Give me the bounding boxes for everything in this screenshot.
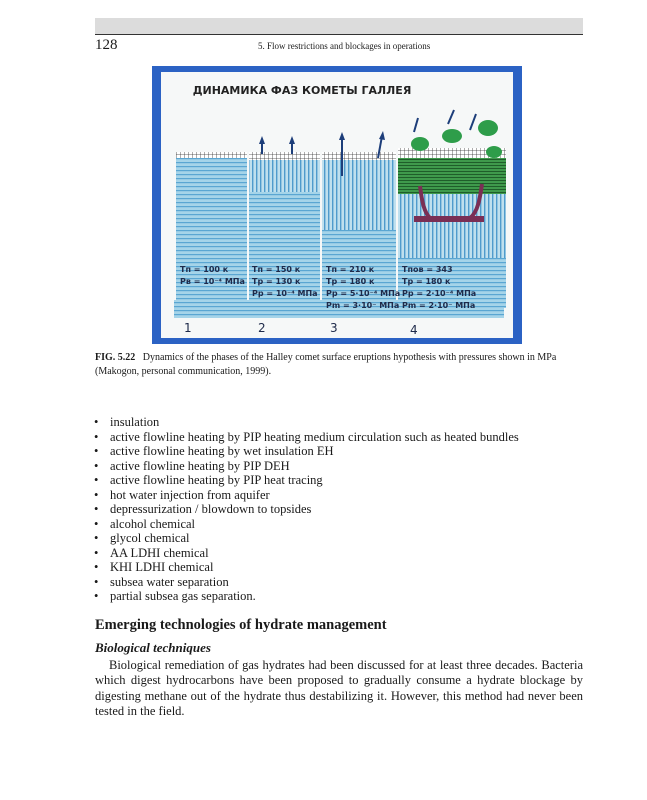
panel-4-label-line: Tпов = 343 [402,265,453,274]
bullet-icon: • [94,444,99,458]
header-rule [95,34,583,35]
panel-2-label-line: Tр = 130 к [252,277,301,286]
panel-4-fragment-icon [478,120,498,136]
list-item: • partial subsea gas separation. [94,589,256,603]
figure-caption-label: FIG. 5.22 [95,352,136,363]
panel-4-label-line: Pm = 2·10⁻ МПа [402,301,476,310]
panel-4-label-line: Tр = 180 к [402,277,451,286]
figure-caption [95,351,585,379]
panel-1-label-line: Tп = 100 к [180,265,229,274]
panel-3-hydrate-cap [322,152,396,160]
list-item: • depressurization / blowdown to topsides [94,502,312,516]
panel-1-hydrate-cap [176,152,247,158]
bullet-icon: • [94,516,99,531]
section-heading: Emerging technologies of hydrate management [95,617,387,633]
panel-2-hydrate-cap [249,152,320,160]
bullet-icon: • [94,415,99,429]
panel-4-label-line: Pр = 2·10⁻⁴ МПа [402,289,477,298]
figure-drawing [152,66,522,344]
bullet-icon: • [94,487,99,502]
panel-3-label-line: Pр = 5·10⁻⁴ МПа [326,289,401,298]
bullet-icon: • [94,589,99,603]
subsection-heading: Biological techniques [95,640,211,655]
list-item: • glycol chemical [94,531,190,545]
panel-2-porous-layer [249,160,320,192]
figure-title: ДИНАМИКА ФАЗ КОМЕТЫ ГАЛЛЕЯ [192,84,412,97]
panel-4-hydrate-base [414,216,484,222]
panel-3-number: 3 [330,321,338,335]
list-item: • subsea water separation [94,574,229,589]
panel-4-fragment-icon [442,129,462,143]
body-paragraph: Biological remediation of gas hydrates had been discussed for at least three decades. Bacteria which digest hydrocarbons have been proposed to gradually consume a hydrate blockage by digesting methane out of the hydrate thus destabilizing it. However, this method had never been tested in the field. [95,658,583,718]
panel-4-number: 4 [410,323,418,337]
panel-3-label-line: Tп = 210 к [326,265,375,274]
bullet-list [90,415,519,604]
panel-3-label-line: Pm = 3·10⁻ МПа [326,301,400,310]
list-item: • KHI LDHI chemical [94,560,214,574]
panel-4-fragment-icon [486,146,502,158]
panel-3-label-line: Tр = 180 к [326,277,375,286]
bullet-icon: • [94,545,99,560]
bullet-icon: • [94,429,99,444]
bullet-icon: • [94,473,99,487]
panel-4-fragment-icon [411,137,429,151]
bullet-icon: • [94,560,99,574]
bullet-icon: • [94,531,99,545]
panel-1-label-line: Pв = 10⁻⁴ МПа [180,277,245,286]
panel-2-label-line: Tп = 150 к [252,265,301,274]
list-item: • active flowline heating by PIP heat tracing [94,473,323,487]
figure-halley-comet [152,66,522,344]
panel-2-label-line: Pр = 10⁻⁴ МПа [252,289,318,298]
list-item: • hot water injection from aquifer [94,487,270,502]
panel-2-number: 2 [258,321,266,335]
list-item: • AA LDHI chemical [94,545,209,560]
bullet-icon: • [94,574,99,589]
panel-4-green-layer [398,158,506,194]
bullet-icon: • [94,502,99,516]
list-item: • active flowline heating by PIP heating medium circulation such as heated bundles [94,429,519,444]
panel-4-porous-layer [398,194,506,258]
list-item: • insulation [94,415,160,429]
figure-caption-text: Dynamics of the phases of the Halley comet surface eruptions hypothesis with pressures shown in MPa (Makogon, personal communication, 1999). [95,352,557,377]
list-item: • active flowline heating by PIP DEH [94,458,290,473]
page-number: 128 [95,37,118,53]
panel-3-porous-layer [322,160,396,230]
panel-1-number: 1 [184,321,192,335]
bullet-icon: • [94,458,99,473]
running-title: 5. Flow restrictions and blockages in operations [258,41,431,51]
header-band [95,18,583,34]
list-item: • active flowline heating by wet insulation EH [94,444,334,458]
list-item: • alcohol chemical [94,516,196,531]
